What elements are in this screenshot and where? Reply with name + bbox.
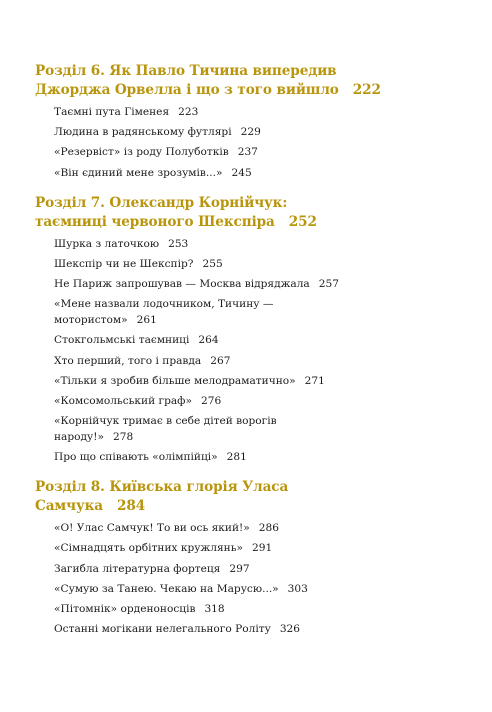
chapter-page-number: 252 [288,213,317,230]
entry-page-number: 267 [210,354,231,367]
entry-title: Хто перший, того і правда [54,354,202,367]
chapter-title-line1: Розділ 8. Київська глорія Уласа [35,479,289,496]
entry-title: «Тільки я зробив більше мелодраматично» [54,374,296,387]
entry-title: Людина в радянському футлярі [54,126,232,139]
entry-title: «Корнійчук тримає в себе дітей ворогів народу!» [54,415,277,444]
entry-title: Про що співають «олімпійці» [54,451,218,464]
entry-title: «Сімнадцять орбітних кружлянь» [54,542,243,555]
entry-page-number: 303 [287,582,308,595]
chapter-6 [35,62,465,181]
chapter-7 [35,194,465,466]
entry-page-number: 253 [168,237,189,250]
chapter-title-line2: таємниці червоного Шекспіра [35,213,275,230]
entry-title: Стокгольмські таємниці [54,334,190,347]
entry-title: «Резервіст» із роду Полуботків [54,146,229,159]
entry-title: Шекспір чи не Шекспір? [54,257,194,270]
entry-title: Шурка з латочкою [54,237,160,250]
toc-entry [54,581,354,597]
chapter-title [35,478,465,516]
entry-title: «Комсомольський граф» [54,394,192,407]
toc-entry [54,393,354,409]
entry-page-number: 264 [198,334,219,347]
toc-entry [54,165,354,181]
entry-title: «Мене назвали лодочником, Тичину — мотористом» [54,298,274,327]
table-of-contents [35,62,465,641]
toc-entry [54,124,354,140]
entry-page-number: 257 [318,277,339,290]
entry-title: «Сумую за Танею. Чекаю на Марусю...» [54,582,279,595]
entry-page-number: 223 [178,106,199,118]
entry-title: «Він єдиний мене зрозумів...» [54,166,223,179]
toc-entry [54,296,354,328]
entry-page-number: 255 [202,257,223,270]
toc-entry [54,621,354,637]
entry-page-number: 318 [204,603,225,615]
toc-entry [54,520,354,536]
entry-title: Останні могікани нелегального Роліту [54,623,271,636]
entry-page-number: 271 [304,374,325,387]
toc-entry [54,104,354,120]
toc-entry [54,353,354,369]
chapter-8 [35,478,465,637]
toc-entry [54,540,354,556]
toc-entry [54,256,354,272]
chapter-page-number: 284 [117,498,146,515]
entry-page-number: 291 [251,542,273,555]
chapter-title-line1: Розділ 7. Олександр Корнійчук: [35,194,288,211]
entry-title: «Пітомнік» орденоносців [54,603,196,615]
chapter-page-number: 222 [352,82,381,98]
chapter-title [35,194,465,232]
entry-page-number: 261 [136,314,157,327]
toc-entry [54,373,354,389]
toc-entry [54,449,354,465]
entry-page-number: 237 [237,146,258,159]
entry-title: Таємні пута Гіменея [54,106,170,118]
chapter-entries [54,520,465,637]
toc-entry [54,332,354,348]
chapter-entries [54,104,465,181]
chapter-entries [54,236,465,466]
toc-entry [54,276,354,292]
toc-entry [54,413,354,445]
entry-page-number: 278 [113,431,134,444]
chapter-title-line1: Розділ 6. Як Павло Тичина випередив [35,63,337,79]
entry-title: «О! Улас Самчук! То ви ось який!» [54,522,250,535]
chapter-title-line2: Самчука [35,498,104,515]
entry-page-number: 229 [240,126,261,139]
toc-entry [54,601,354,617]
chapter-title-line2: Джорджа Орвелла і що з того вийшло [35,82,339,98]
chapter-title [35,62,465,100]
entry-title: Не Париж запрошував — Москва відряджала [54,277,310,290]
toc-entry [54,144,354,160]
toc-entry [54,236,354,252]
entry-page-number: 281 [226,451,247,464]
entry-page-number: 276 [200,394,222,407]
entry-page-number: 326 [279,623,301,636]
entry-page-number: 245 [231,166,252,179]
toc-entry [54,561,354,577]
entry-page-number: 297 [229,562,250,575]
entry-title: Загибла літературна фортеця [54,562,221,575]
entry-page-number: 286 [258,522,279,535]
